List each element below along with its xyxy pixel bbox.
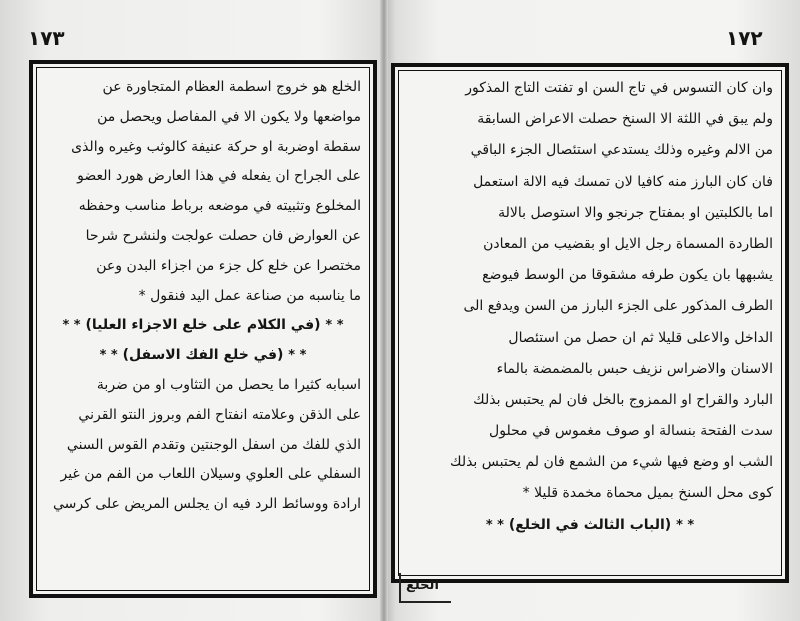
text-line: اما بالكلبتين او بمفتاح جرنجو والا استوصل بالالة [498, 204, 773, 221]
text-line: الاسنان والاضراس نزيف حبس بالمضمضة بالماء [496, 360, 773, 377]
star-ornament: * * [325, 318, 344, 334]
left-page [0, 0, 384, 621]
subsection-heading [45, 341, 361, 371]
star-ornament: * * [485, 517, 504, 533]
text-line: الطرف المذكور على الجزء البارز من السن ويدفع الى [463, 298, 773, 315]
catchword: الخلع [406, 578, 439, 593]
section-heading [45, 311, 361, 341]
text-line: السفلي على العلوي وسيلان اللعاب من الفم من غير [60, 466, 361, 483]
text-line: يشبهها بان يكون طرفه مشقوقا من الوسط فيوضع [482, 267, 773, 284]
text-line: الطاردة المسماة رجل الايل او بقضيب من المعادن [483, 235, 773, 252]
text-line: المخلوع وتثبيته في موضعه برباط مناسب وحفظه [78, 198, 361, 215]
left-page-number: ١٧٣ [28, 26, 65, 50]
text-line: مواضعها ولا يكون الا في المفاصل ويحصل من [97, 108, 361, 125]
text-line: وان كان التسوس في تاج السن او تفتت التاج المذكور [465, 80, 773, 96]
star-ornament: * * [288, 348, 307, 364]
chapter-heading [407, 510, 773, 541]
star-ornament: * * [99, 348, 118, 364]
right-page-text [407, 73, 773, 541]
text-line: الذي للفك من اسفل الوجنتين وتقدم القوس السني [66, 436, 361, 453]
text-line: عن العوارض فان حصلت عولجت ولنشرح شرحا [85, 227, 361, 244]
text-line: اسبابه كثيرا ما يحصل من التثاوب او من ضربة [96, 376, 361, 393]
text-line: فان كان البارز منه كافيا لان تمسك فيه الالة استعمل [473, 173, 773, 190]
subsection-heading-text: (في خلع الفك الاسفل) [122, 347, 284, 364]
text-line: سقطة اوضربة او حركة عنيفة كالوثب وغيره والذى [71, 138, 361, 155]
text-line: ما يناسبه من صناعة عمل اليد فنقول * [138, 287, 361, 304]
left-page-frame [29, 60, 377, 598]
right-page-number: ١٧٢ [726, 26, 763, 50]
text-line: على الذقن وعلامته انفتاح الفم وبروز النتو القرني [78, 406, 361, 423]
right-page-frame [391, 63, 789, 583]
section-heading-text: (في الكلام على خلع الاجزاء العليا) [85, 317, 321, 334]
text-line: الخلع هو خروج اسطمة العظام المتجاورة عن [102, 79, 361, 95]
text-line: على الجراح ان يفعله في هذا العارض هورد العضو [77, 168, 361, 185]
text-line: ارادة ووسائط الرد فيه ان يجلس المريض على كرسي [52, 496, 361, 513]
right-page [388, 0, 800, 621]
text-line: الشب او وضع فيها شيء من الشمع فان لم يحتبس بذلك [450, 454, 773, 471]
star-ornament: * * [676, 517, 695, 533]
text-line: سدت الفتحة بنسالة او صوف مغموس في محلول [489, 423, 773, 440]
text-line: كوى محل السنخ بميل محماة مخمدة قليلا * [522, 485, 773, 502]
text-line: ولم يبق في اللثة الا السنخ حصلت الاعراض السابقة [477, 111, 773, 128]
text-line: مختصرا عن خلع كل جزء من اجزاء البدن وعن [96, 257, 361, 274]
left-page-text [45, 73, 361, 520]
text-line: من الالم وغيره وذلك يستدعي استئصال الجزء الباقي [470, 142, 773, 159]
chapter-heading-text: (الباب الثالث في الخلع) [508, 516, 672, 533]
star-ornament: * * [62, 318, 81, 334]
text-line: الداخل والاعلى قليلا ثم ان حصل من استئصال [508, 329, 773, 346]
text-line: البارد والقراح او الممزوج بالخل فان لم يحتبس بذلك [473, 391, 773, 408]
